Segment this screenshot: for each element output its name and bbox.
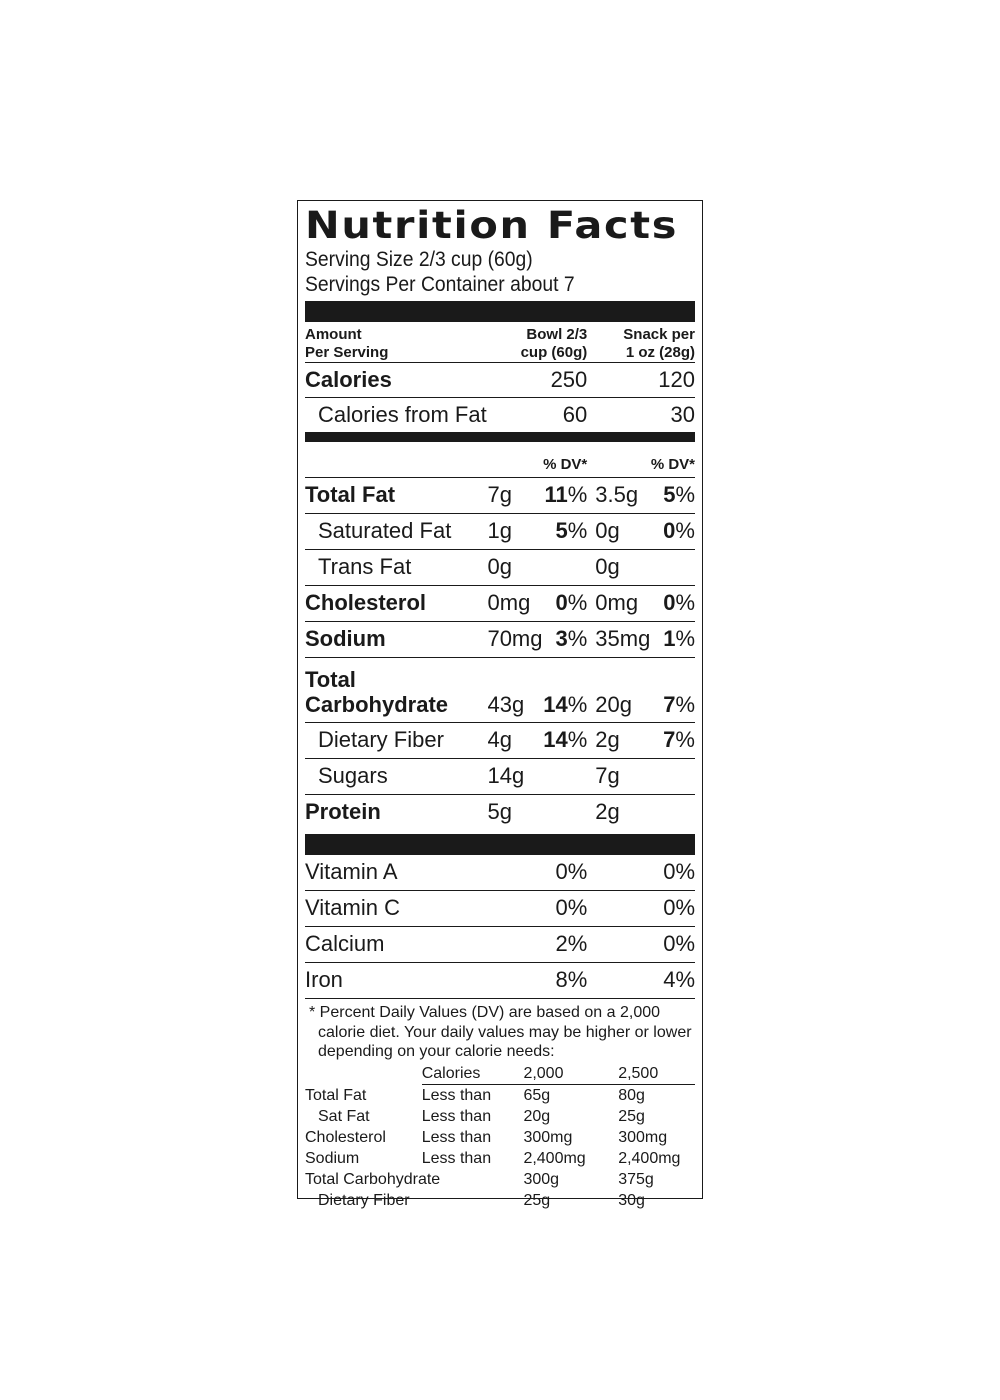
snack-amount: 7g (595, 763, 620, 788)
snack-dv: 0% (663, 518, 695, 543)
serving-size: Serving Size 2/3 cup (60g) (305, 248, 533, 271)
calories-row (305, 363, 695, 397)
divider-thick (305, 834, 695, 855)
dv-table-row: Cholesterol Less than 300mg 300mg (305, 1128, 668, 1146)
calories-from-fat-label: Calories from Fat (318, 402, 487, 427)
nutrient-name: Sugars (318, 763, 388, 788)
calories-from-fat-row (305, 398, 695, 432)
nutrient-row-protein (305, 795, 695, 830)
footnote-line: calorie diet. Your daily values may be higher or lower (318, 1023, 692, 1041)
footnote-line: depending on your calorie needs: (318, 1043, 555, 1060)
vitamin-bowl: 0% (555, 895, 588, 920)
snack-amount: 3.5g (595, 482, 639, 507)
label-title: Nutrition Facts (305, 204, 679, 247)
vitamin-name: Iron (305, 967, 343, 992)
bowl-amount: 1g (487, 518, 513, 543)
nutrient-name: Protein (305, 799, 381, 824)
snack-amount: 0mg (595, 590, 639, 615)
vitamin-row (305, 855, 695, 890)
vitamin-row (305, 927, 695, 962)
snack-amount: 20g (595, 692, 632, 717)
dv-table-row: Total Fat Less than 65g 80g (305, 1086, 645, 1104)
footnote (305, 999, 695, 1062)
vitamin-name: Vitamin C (305, 895, 400, 920)
nutrient-row-sodium (305, 622, 695, 657)
nutrient-row-trans-fat (305, 550, 695, 585)
amount-header-line2: Per Serving (305, 344, 389, 361)
vitamin-snack: 0% (663, 859, 695, 884)
dv-header (305, 442, 695, 477)
snack-dv: 5% (663, 482, 696, 507)
snack-amount: 2g (595, 799, 620, 824)
bowl-dv: 3% (555, 626, 588, 651)
bowl-amount: 0mg (487, 590, 531, 615)
snack-amount: 0g (595, 518, 620, 543)
nutrient-name: Dietary Fiber (318, 727, 444, 752)
snack-dv: 1% (663, 626, 695, 651)
divider-thick (305, 301, 695, 322)
vitamin-bowl: 8% (555, 967, 588, 992)
servings-per-container: Servings Per Container about 7 (305, 273, 575, 296)
snack-column-header-line1: Snack per (623, 326, 695, 343)
vitamin-snack: 4% (663, 967, 695, 992)
vitamin-snack: 0% (663, 931, 695, 956)
nutrient-row-saturated-fat (305, 514, 695, 549)
calories-from-fat-bowl: 60 (562, 402, 588, 427)
snack-amount: 2g (595, 727, 620, 752)
dv-table-row: Total Carbohydrate 300g 375g (305, 1170, 654, 1188)
snack-dv: 0% (663, 590, 696, 615)
bowl-amount: 0g (487, 554, 513, 579)
bowl-dv: 5% (555, 518, 588, 543)
bowl-amount: 5g (487, 799, 512, 824)
dv-table-row: Dietary Fiber 25g 30g (318, 1191, 645, 1209)
bowl-amount: 14g (487, 763, 525, 788)
daily-values-table (305, 1063, 695, 1211)
calories-label: Calories (305, 367, 392, 392)
dv-table-header-calories: Calories (421, 1064, 481, 1082)
calories-from-fat-snack: 30 (670, 402, 695, 427)
snack-dv: 7% (663, 727, 695, 752)
nutrient-name: Trans Fat (318, 554, 412, 579)
dv-table-header (305, 1063, 695, 1084)
nutrient-name: Saturated Fat (318, 518, 452, 543)
nutrient-row-sugars (305, 759, 695, 794)
vitamin-bowl: 0% (555, 859, 588, 884)
bowl-dv: 14% (543, 727, 588, 752)
nutrient-name: Total Carbohydrate (305, 667, 449, 717)
dv-table-row: Sat Fat Less than 20g 25g (318, 1107, 645, 1125)
bowl-dv: 11% (544, 482, 588, 507)
bowl-amount: 4g (487, 727, 513, 752)
vitamin-name: Vitamin A (305, 859, 398, 884)
bowl-dv: 14% (543, 692, 588, 717)
vitamin-row (305, 963, 695, 998)
bowl-column-header-line2: cup (60g) (520, 344, 588, 361)
nutrient-row-total-carbohydrate (305, 658, 695, 722)
nutrient-row-dietary-fiber (305, 723, 695, 758)
vitamin-bowl: 2% (555, 931, 588, 956)
vitamin-snack: 0% (663, 895, 695, 920)
bowl-amount: 70mg (487, 626, 543, 651)
snack-amount: 35mg (595, 626, 651, 651)
calories-bowl: 250 (550, 367, 588, 392)
snack-column-header-line2: 1 oz (28g) (625, 344, 695, 361)
bowl-amount: 43g (487, 692, 525, 717)
bowl-column-header-line1: Bowl 2/3 (526, 326, 588, 343)
dv-table-header-2000: 2,000 (523, 1064, 564, 1082)
nutrient-name: Cholesterol (305, 590, 427, 615)
dv-table-row: Sodium Less than 2,400mg 2,400mg (305, 1149, 681, 1167)
nutrition-facts-label (297, 200, 703, 1209)
nutrient-name: Sodium (305, 626, 386, 651)
dv-header-bowl: % DV* (543, 456, 588, 473)
amount-header-line1: Amount (305, 326, 362, 343)
vitamin-row (305, 891, 695, 926)
dv-header-snack: % DV* (650, 456, 695, 473)
divider-medium (305, 432, 695, 442)
nutrient-name: Total Fat (305, 482, 396, 507)
bowl-amount: 7g (487, 482, 512, 507)
nutrient-row-total-fat (305, 478, 695, 513)
vitamin-name: Calcium (305, 931, 385, 956)
footnote-line: * Percent Daily Values (DV) are based on a 2,000 (309, 1004, 661, 1021)
amount-header (305, 322, 695, 362)
snack-dv: 7% (663, 692, 696, 717)
dv-table-header-2500: 2,500 (618, 1064, 659, 1082)
snack-amount: 0g (595, 554, 620, 579)
nutrient-row-cholesterol (305, 586, 695, 621)
calories-snack: 120 (658, 367, 695, 392)
bowl-dv: 0% (555, 590, 588, 615)
